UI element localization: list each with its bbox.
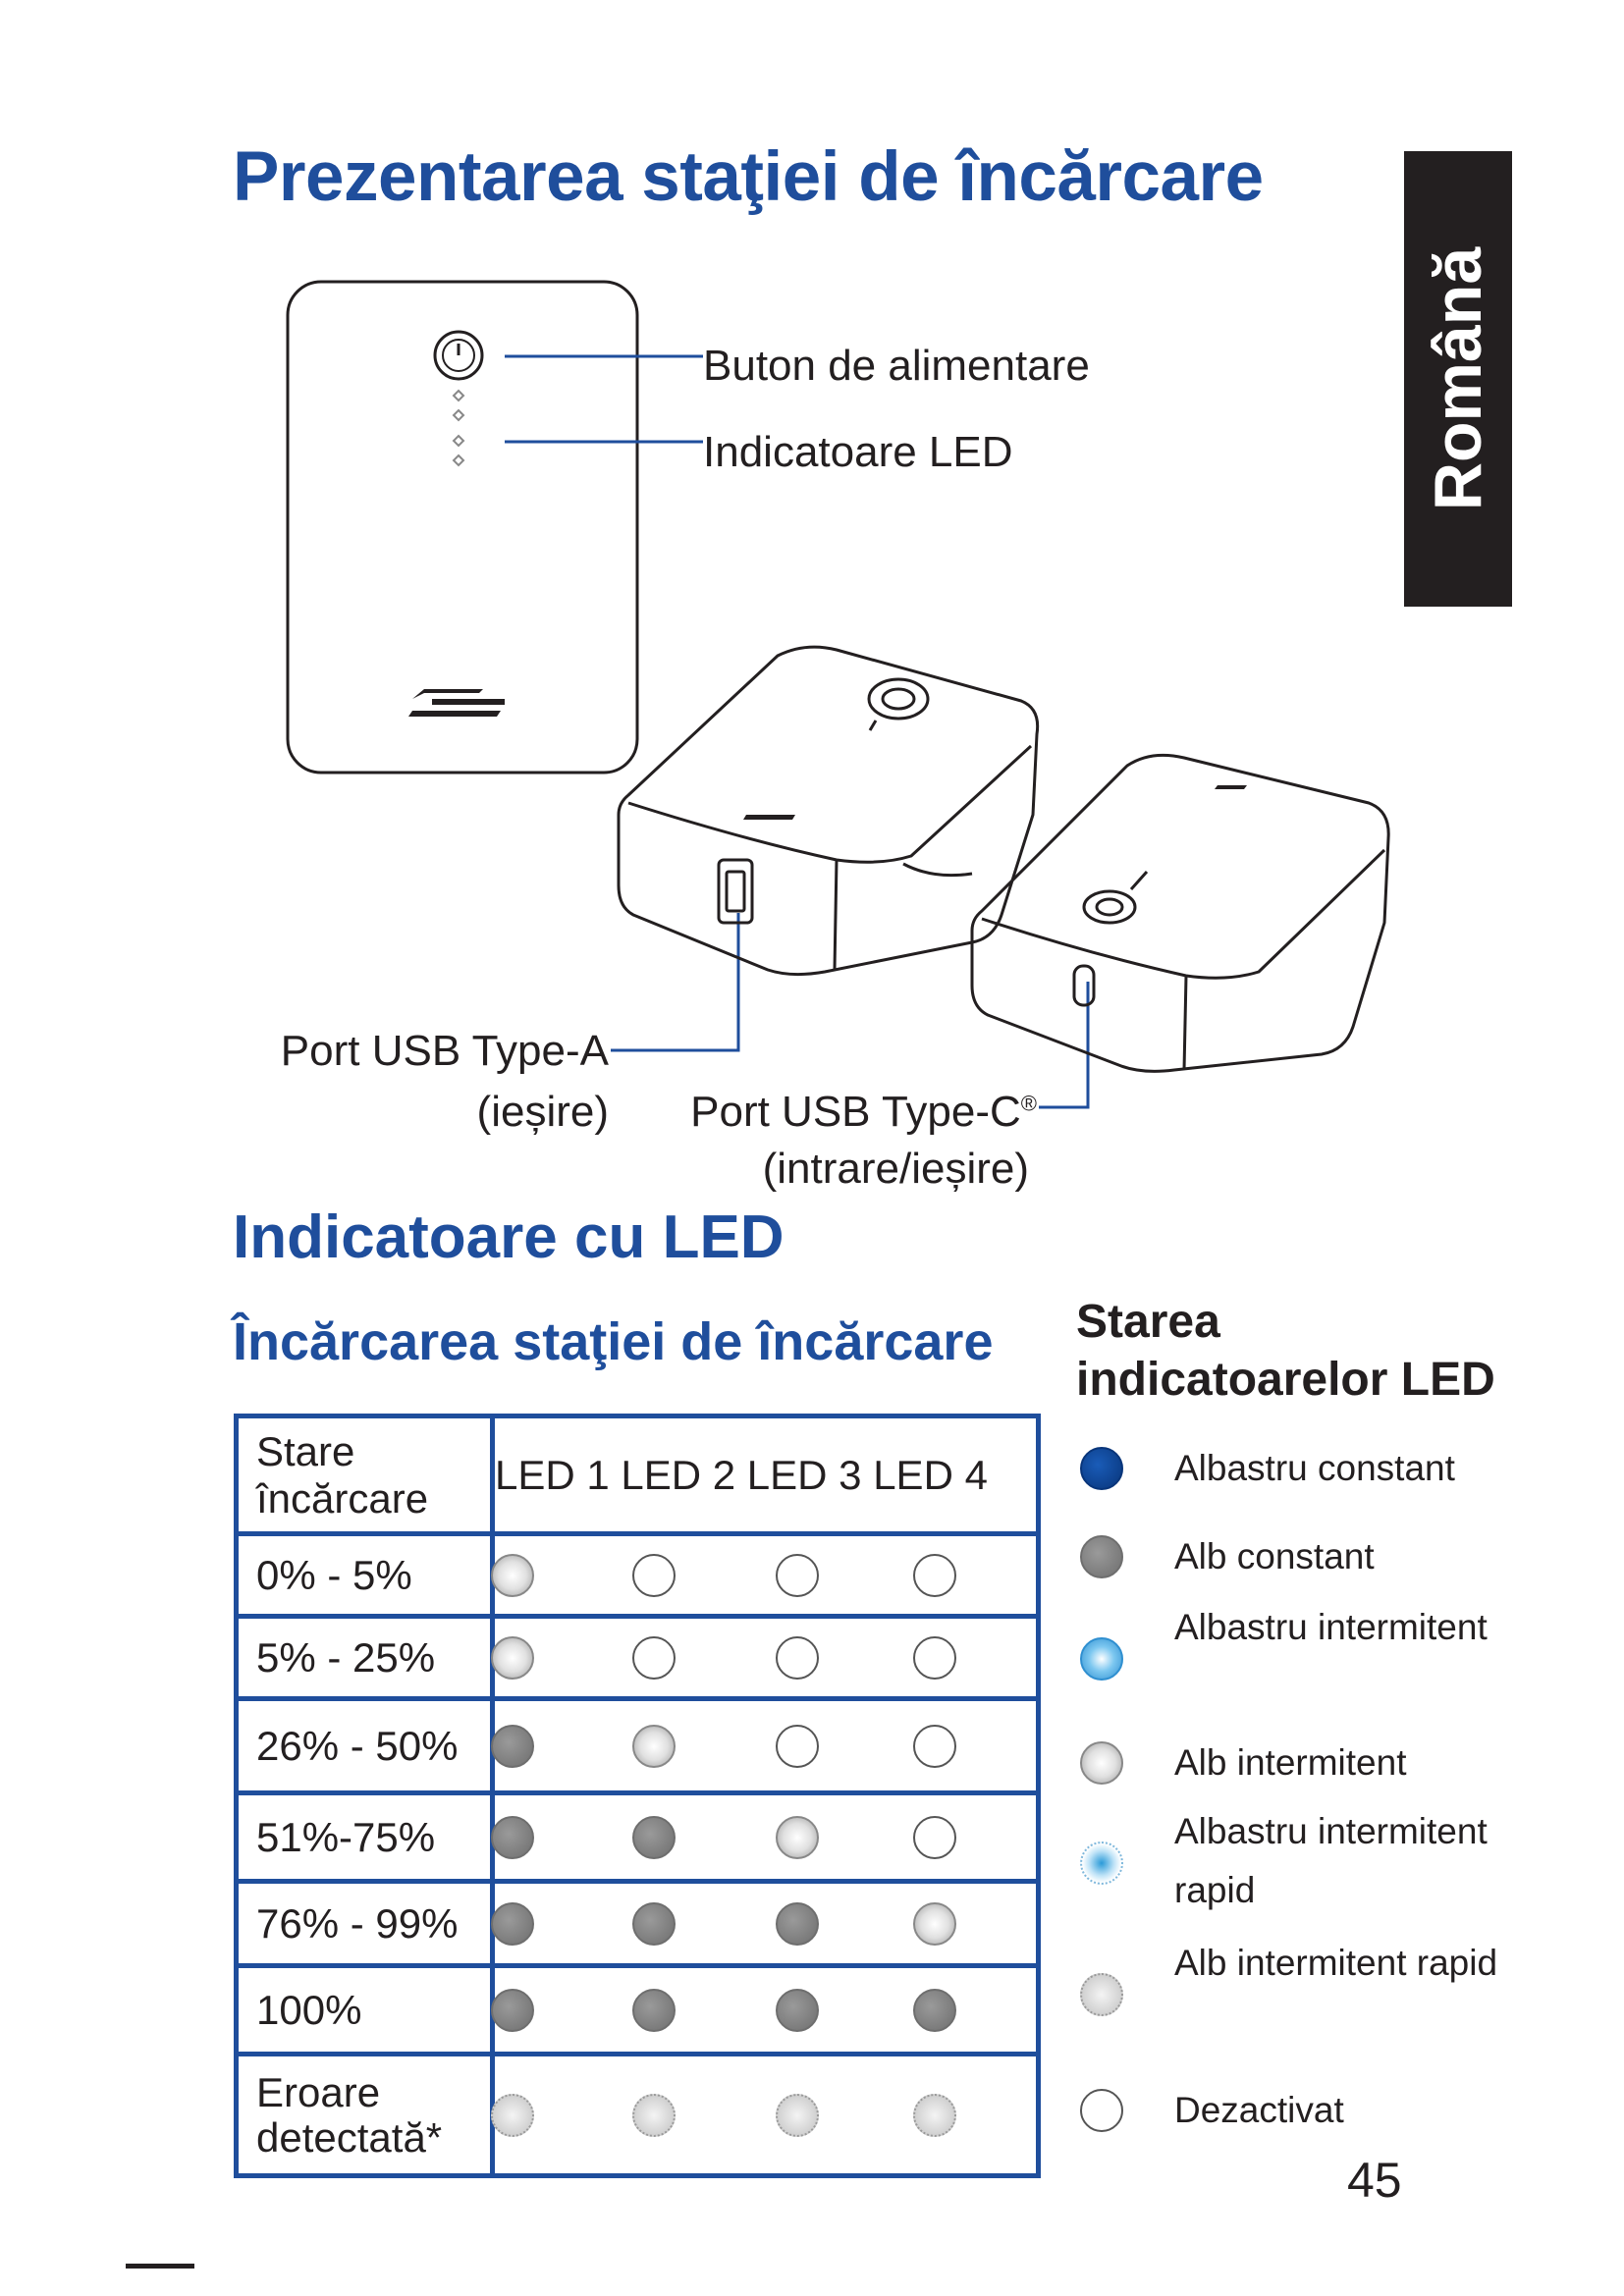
legend-label: Dezactivat (1174, 2090, 1344, 2130)
legend-label: Albastru intermitent rapid (1174, 1811, 1488, 1910)
language-tab-label: Română (1421, 246, 1495, 511)
table-row (237, 1617, 1039, 1699)
header-leds: LED 1 LED 2 LED 3 LED 4 (493, 1416, 1039, 1534)
led-4-dot (913, 1989, 956, 2032)
asus-logo (408, 689, 505, 717)
led-2-dot (632, 1636, 676, 1680)
usb-c-sublabel: (intrare/ieșire) (762, 1145, 1029, 1193)
legend-label: Alb constant (1174, 1536, 1375, 1576)
led-3-dot (776, 1554, 819, 1597)
led-indicators-label: Indicatoare LED (703, 428, 1013, 476)
usb-c-label (589, 1088, 1037, 1137)
row-led-cells (493, 1534, 1039, 1617)
led-2-dot (632, 1989, 676, 2032)
usb-a-label: Port USB Type-A (280, 1027, 609, 1075)
page-title: Prezentarea staţiei de încărcare (233, 138, 1264, 216)
led-2-dot (632, 1902, 676, 1946)
row-state-label: 0% - 5% (237, 1534, 493, 1617)
led-1-dot (491, 1902, 534, 1946)
led-status-table (234, 1414, 1041, 2178)
table-row (237, 2055, 1039, 2176)
led-1-dot (491, 1636, 534, 1680)
device-usb-a-view (619, 647, 1038, 974)
header-state: Stare încărcare (237, 1416, 493, 1534)
led-3-dot (776, 1636, 819, 1680)
blue-solid-dot-icon (1080, 1447, 1123, 1490)
row-led-cells (493, 1617, 1039, 1699)
led-2-dot (632, 2094, 676, 2137)
led-4-dot (913, 1902, 956, 1946)
table-header-row (237, 1416, 1039, 1534)
led-4-dot (913, 2094, 956, 2137)
legend-title: Starea indicatoarelor LED (1076, 1296, 1495, 1406)
row-state-label: 5% - 25% (237, 1617, 493, 1699)
led-3-dot (776, 1902, 819, 1946)
legend-label: Alb intermitent rapid (1174, 1943, 1498, 1983)
table-row (237, 1534, 1039, 1617)
led-3-dot (776, 1989, 819, 2032)
led-4-dot (913, 1636, 956, 1680)
legend-label: Albastru intermitent (1174, 1607, 1488, 1647)
table-row (237, 1699, 1039, 1793)
led-4-dot (913, 1554, 956, 1597)
row-state-label: 51%-75% (237, 1793, 493, 1882)
led-4-dot (913, 1725, 956, 1768)
led-3-dot (776, 1816, 819, 1859)
off-dot-icon (1080, 2089, 1123, 2132)
page-number: 45 (1347, 2153, 1402, 2208)
asus-logo-small (743, 815, 795, 820)
usb-c-label-text: Port USB Type-C (690, 1088, 1021, 1136)
blue-blink-dot-icon (1080, 1637, 1123, 1681)
row-state-label: 76% - 99% (237, 1882, 493, 1966)
led-indicator-dots (454, 391, 463, 465)
led-section-heading: Indicatoare cu LED (233, 1203, 785, 1271)
led-section-subheading: Încărcarea staţiei de încărcare (233, 1312, 994, 1371)
registered-mark: ® (1020, 1091, 1037, 1116)
power-button-label: Buton de alimentare (703, 342, 1090, 390)
led-1-dot (491, 1725, 534, 1768)
white-blink-dot-icon (1080, 1741, 1123, 1785)
row-state-label: Eroare detectată* (237, 2055, 493, 2176)
row-led-cells (493, 1882, 1039, 1966)
table-row (237, 1793, 1039, 1882)
table-row (237, 1966, 1039, 2055)
asus-logo-top (1215, 785, 1247, 789)
usb-a-callout-line (611, 913, 738, 1050)
row-led-cells (493, 1699, 1039, 1793)
row-state-label: 100% (237, 1966, 493, 2055)
white-solid-dot-icon (1080, 1535, 1123, 1578)
led-1-dot (491, 1816, 534, 1859)
led-1-dot (491, 2094, 534, 2137)
white-fast-dot-icon (1080, 1973, 1123, 2016)
footer-mark (126, 2264, 194, 2269)
led-4-dot (913, 1816, 956, 1859)
row-led-cells (493, 1793, 1039, 1882)
led-2-dot (632, 1816, 676, 1859)
led-2-dot (632, 1554, 676, 1597)
led-1-dot (491, 1989, 534, 2032)
led-3-dot (776, 1725, 819, 1768)
led-1-dot (491, 1554, 534, 1597)
row-led-cells (493, 2055, 1039, 2176)
table-row (237, 1882, 1039, 1966)
usb-a-sublabel: (ieșire) (476, 1088, 609, 1136)
row-state-label: 26% - 50% (237, 1699, 493, 1793)
legend-label: Alb intermitent (1174, 1742, 1407, 1783)
blue-fast-dot-icon (1080, 1842, 1123, 1885)
led-3-dot (776, 2094, 819, 2137)
row-led-cells (493, 1966, 1039, 2055)
led-2-dot (632, 1725, 676, 1768)
legend-label: Albastru constant (1174, 1448, 1455, 1488)
